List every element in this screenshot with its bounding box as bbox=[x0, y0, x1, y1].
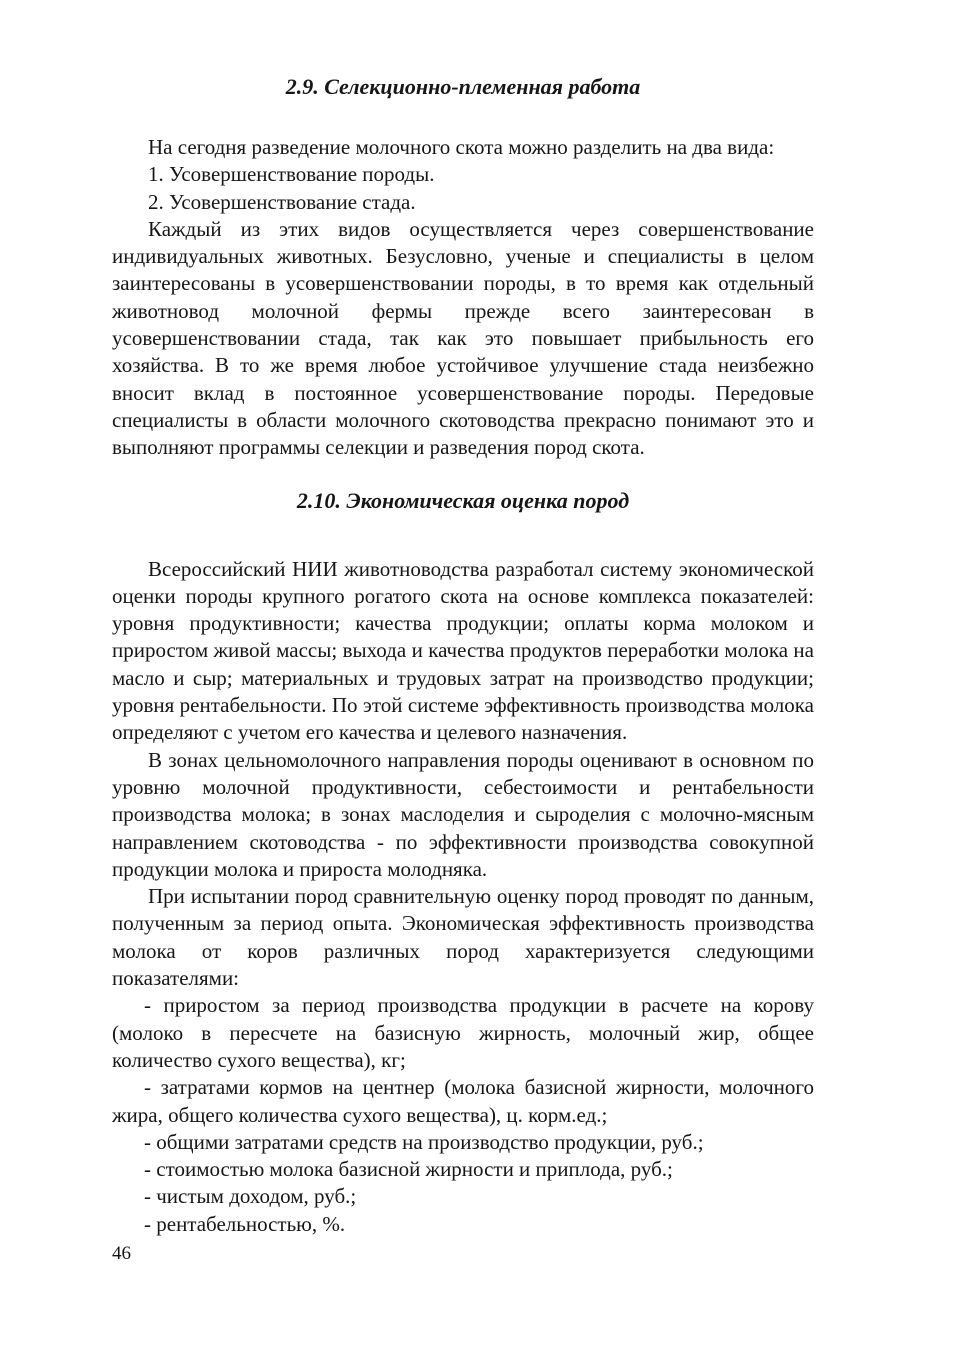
list-item-1: 1. Усовершенствование породы. bbox=[148, 162, 435, 187]
intro-paragraph: На сегодня разведение молочного скота можно разделить на два вида: bbox=[148, 135, 775, 159]
list-item-2: 2. Усовершенствование стада. bbox=[148, 189, 416, 214]
bullet-item: - стоимостью молока базисной жирности и приплода, руб.; bbox=[144, 1157, 673, 1182]
bullet-item: - общими затратами средств на производство продукции, руб.; bbox=[144, 1129, 704, 1154]
bullet-item: - приростом за период производства продукции в расчете на корову (молоко в пересчете на базисную жирность, молочный жир, общее количество сухого вещества), кг; bbox=[112, 993, 814, 1072]
body-paragraph: Всероссийский НИИ животноводства разработал систему экономической оценки породы крупного рогатого скота на основе комплекса показателей: уровня продуктивности; качества продукции; оплаты корма молоком и приростом живой массы; выхода и качества продуктов переработки молока на масло и сыр; материальных и трудовых затрат на производство продукции; уровня рентабельности. По этой системе эффективность производства молока определяют с учетом его качества и целевого назначения. bbox=[112, 556, 814, 745]
body-paragraph: При испытании пород сравнительную оценку пород проводят по данным, полученным за период опыта. Экономическая эффективность производства молока от коров различных пород характеризуется следующими показателями: bbox=[112, 884, 814, 991]
bullet-item: - затратами кормов на центнер (молока базисной жирности, молочного жира, общего количества сухого вещества), ц. корм.ед.; bbox=[112, 1075, 814, 1127]
page-body bbox=[112, 72, 814, 1238]
body-paragraph: В зонах цельномолочного направления породы оценивают в основном по уровню молочной продуктивности, себестоимости и рентабельности производства молока; в зонах маслоделия и сыроделия с молочно-мясным направлением скотоводства - по эффективности производства совокупной продукции молока и прироста молодняка. bbox=[112, 747, 814, 881]
body-paragraph: Каждый из этих видов осуществляется через совершенствование индивидуальных животных. Безусловно, ученые и специалисты в целом заинтересованы в усовершенствовании породы, в то время как отдельный животновод молочной фермы прежде всего заинтересован в усовершенствовании стада, так как это повышает прибыльность его хозяйства. В то же время любое устойчивое улучшение стада неизбежно вносит вклад в постоянное усовершенствование породы. Передовые специалисты в области молочного скотоводства прекрасно понимают это и выполняют программы селекции и разведения пород скота. bbox=[112, 216, 814, 460]
section-title-2-9: 2.9. Селекционно-племенная работа bbox=[285, 74, 641, 99]
bullet-item: - рентабельностью, %. bbox=[144, 1211, 346, 1236]
page-number: 46 bbox=[112, 1243, 131, 1264]
bullet-item: - чистым доходом, руб.; bbox=[144, 1184, 357, 1209]
section-title-2-10: 2.10. Экономическая оценка пород bbox=[296, 487, 630, 513]
